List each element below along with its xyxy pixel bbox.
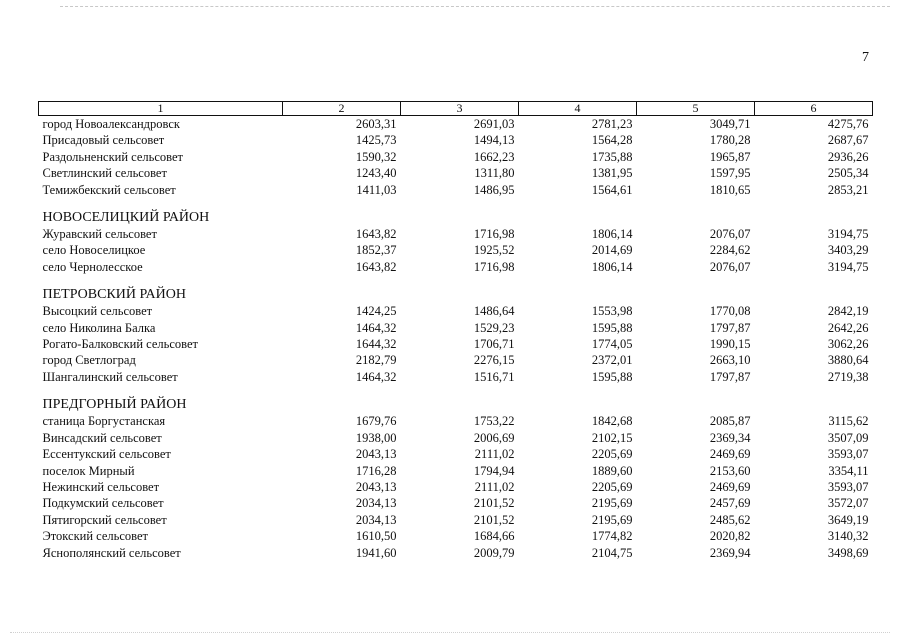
settlement-name-cell: Этокский сельсовет: [42, 529, 149, 544]
value-cell: 1941,60: [355, 545, 397, 560]
value-cell: 2076,07: [709, 227, 751, 242]
value-cell: 1684,66: [473, 529, 515, 544]
value-cell: 1716,98: [473, 227, 515, 242]
value-cell: 1516,71: [473, 369, 515, 384]
value-cell: 2101,52: [473, 496, 515, 511]
column-header: 6: [755, 102, 873, 116]
value-cell: 1381,95: [591, 166, 633, 181]
table-row: [39, 479, 873, 495]
settlement-name-cell: село Николина Балка: [42, 320, 156, 335]
value-cell: 2369,94: [709, 545, 751, 560]
settlement-name-cell: Журавский сельсовет: [42, 227, 157, 242]
value-cell: 2043,13: [355, 479, 397, 494]
value-cell: 2111,02: [474, 479, 515, 494]
value-cell: 1411,03: [356, 182, 397, 197]
value-cell: 1529,23: [473, 320, 515, 335]
value-cell: 3049,71: [709, 117, 751, 131]
column-header: 1: [39, 102, 283, 116]
value-cell: 2205,69: [591, 479, 633, 494]
value-cell: 2372,01: [591, 353, 633, 368]
column-header: 3: [401, 102, 519, 116]
value-cell: 1774,82: [591, 529, 633, 544]
table-row: [39, 242, 873, 258]
value-cell: 2043,13: [355, 447, 397, 462]
value-cell: 3115,62: [828, 414, 869, 429]
value-cell: 1706,71: [473, 337, 515, 352]
settlement-name-cell: Яснополянский сельсовет: [42, 545, 181, 560]
value-cell: 2034,13: [355, 496, 397, 511]
column-header: 5: [637, 102, 755, 116]
value-cell: 1595,88: [591, 320, 633, 335]
value-cell: 1311,80: [474, 166, 515, 181]
table-body: [39, 116, 873, 561]
settlement-name-cell: Раздольненский сельсовет: [42, 149, 183, 164]
settlement-name-cell: Высоцкий сельсовет: [42, 304, 153, 319]
value-cell: 2101,52: [473, 512, 515, 527]
table-row: [39, 303, 873, 319]
table-row: [39, 495, 873, 511]
value-cell: 1643,82: [355, 259, 397, 274]
value-cell: 1990,15: [709, 337, 751, 352]
value-cell: 2104,75: [591, 545, 633, 560]
value-cell: 1810,65: [709, 182, 751, 197]
value-cell: 1464,32: [355, 369, 397, 384]
value-cell: 3507,09: [827, 430, 869, 445]
value-cell: 1780,28: [709, 133, 751, 148]
settlement-name-cell: Нежинский сельсовет: [42, 479, 160, 494]
district-heading-row: [39, 275, 873, 303]
settlement-name-cell: Шангалинский сельсовет: [42, 369, 178, 384]
value-cell: 3593,07: [827, 479, 869, 494]
value-cell: 1425,73: [355, 133, 397, 148]
value-cell: 1806,14: [591, 259, 633, 274]
value-cell: 1925,52: [473, 243, 515, 258]
value-cell: 2853,21: [827, 182, 869, 197]
table-row: [39, 149, 873, 165]
settlement-name-cell: село Новоселицкое: [42, 243, 146, 258]
settlement-name-cell: Рогато-Балковский сельсовет: [42, 337, 198, 352]
district-heading: ПЕТРОВСКИЙ РАЙОН: [42, 287, 186, 303]
column-header: 4: [519, 102, 637, 116]
value-cell: 1494,13: [473, 133, 515, 148]
value-cell: 1852,37: [355, 243, 397, 258]
settlement-name-cell: станица Боргустанская: [42, 414, 166, 429]
value-cell: 1806,14: [591, 227, 633, 242]
value-cell: 1889,60: [591, 463, 633, 478]
value-cell: 1794,94: [473, 463, 515, 478]
value-cell: 1716,98: [473, 259, 515, 274]
district-heading-row: [39, 198, 873, 226]
value-cell: 2505,34: [827, 166, 869, 181]
value-cell: 1797,87: [709, 320, 751, 335]
settlement-name-cell: Винсадский сельсовет: [42, 430, 162, 445]
value-cell: 2182,79: [355, 353, 397, 368]
district-heading-row: [39, 385, 873, 413]
value-cell: 2469,69: [709, 447, 751, 462]
value-cell: 2369,34: [709, 430, 751, 445]
value-cell: 1770,08: [709, 304, 751, 319]
value-cell: 2485,62: [709, 512, 751, 527]
value-cell: 1595,88: [591, 369, 633, 384]
value-cell: 1486,64: [473, 304, 515, 319]
value-cell: 3403,29: [827, 243, 869, 258]
value-cell: 1597,95: [709, 166, 751, 181]
value-cell: 2603,31: [355, 117, 397, 131]
settlement-name-cell: Темижбекский сельсовет: [42, 182, 176, 197]
value-cell: 3498,69: [827, 545, 869, 560]
column-header: 2: [283, 102, 401, 116]
value-cell: 2936,26: [827, 149, 869, 164]
settlement-name-cell: Присадовый сельсовет: [42, 133, 165, 148]
value-cell: 2195,69: [591, 512, 633, 527]
value-cell: 2111,02: [474, 447, 515, 462]
table-header-row: [39, 102, 873, 116]
value-cell: 1564,28: [591, 133, 633, 148]
value-cell: 1679,76: [355, 414, 397, 429]
value-cell: 2034,13: [355, 512, 397, 527]
value-cell: 3880,64: [827, 353, 869, 368]
table-row: [39, 413, 873, 429]
value-cell: 2020,82: [709, 529, 751, 544]
value-cell: 1564,61: [591, 182, 633, 197]
value-cell: 2284,62: [709, 243, 751, 258]
value-cell: 1424,25: [355, 304, 397, 319]
settlement-name-cell: поселок Мирный: [42, 463, 135, 478]
table-row: [39, 352, 873, 368]
settlement-name-cell: Ессентукский сельсовет: [42, 447, 171, 462]
value-cell: 3572,07: [827, 496, 869, 511]
value-cell: 4275,76: [827, 117, 869, 131]
value-cell: 3194,75: [827, 227, 869, 242]
table-row: [39, 528, 873, 544]
value-cell: 3062,26: [827, 337, 869, 352]
value-cell: 1662,23: [473, 149, 515, 164]
settlement-name-cell: Подкумский сельсовет: [42, 496, 164, 511]
scan-artifact-top: [60, 6, 890, 9]
value-cell: 2719,38: [827, 369, 869, 384]
value-cell: 1716,28: [355, 463, 397, 478]
value-cell: 2842,19: [827, 304, 869, 319]
value-cell: 2153,60: [709, 463, 751, 478]
value-cell: 2085,87: [709, 414, 751, 429]
table-row: [39, 165, 873, 181]
value-cell: 1486,95: [473, 182, 515, 197]
value-cell: 1735,88: [591, 149, 633, 164]
table-row: [39, 369, 873, 385]
settlement-name-cell: Светлинский сельсовет: [42, 166, 167, 181]
table-row: [39, 226, 873, 242]
value-cell: 1938,00: [355, 430, 397, 445]
table-row: [39, 259, 873, 275]
value-cell: 2195,69: [591, 496, 633, 511]
value-cell: 3194,75: [827, 259, 869, 274]
value-cell: 1753,22: [473, 414, 515, 429]
value-cell: 2663,10: [709, 353, 751, 368]
value-cell: 1965,87: [709, 149, 751, 164]
district-heading: ПРЕДГОРНЫЙ РАЙОН: [42, 397, 187, 413]
value-cell: 1553,98: [591, 304, 633, 319]
scan-artifact-bottom: [10, 632, 890, 635]
value-cell: 1774,05: [591, 337, 633, 352]
value-cell: 1590,32: [355, 149, 397, 164]
value-cell: 2457,69: [709, 496, 751, 511]
table-row: [39, 320, 873, 336]
value-cell: 1842,68: [591, 414, 633, 429]
value-cell: 2691,03: [473, 117, 515, 131]
table-row: [39, 545, 873, 561]
settlement-name-cell: село Чернолесское: [42, 259, 143, 274]
table-row: [39, 512, 873, 528]
value-cell: 1243,40: [355, 166, 397, 181]
value-cell: 1644,32: [355, 337, 397, 352]
tariff-table: [38, 101, 873, 561]
value-cell: 2006,69: [473, 430, 515, 445]
settlement-name-cell: город Светлоград: [42, 353, 136, 368]
table-row: [39, 463, 873, 479]
table-row: [39, 132, 873, 148]
value-cell: 2102,15: [591, 430, 633, 445]
value-cell: 1643,82: [355, 227, 397, 242]
value-cell: 1610,50: [355, 529, 397, 544]
value-cell: 2469,69: [709, 479, 751, 494]
page-number: 7: [862, 50, 869, 65]
value-cell: 3593,07: [827, 447, 869, 462]
table-row: [39, 336, 873, 352]
table-row: [39, 446, 873, 462]
table-row: [39, 430, 873, 446]
value-cell: 3649,19: [827, 512, 869, 527]
value-cell: 2014,69: [591, 243, 633, 258]
value-cell: 3140,32: [827, 529, 869, 544]
value-cell: 3354,11: [828, 463, 869, 478]
value-cell: 2642,26: [827, 320, 869, 335]
settlement-name-cell: Пятигорский сельсовет: [42, 512, 167, 527]
value-cell: 2076,07: [709, 259, 751, 274]
value-cell: 2687,67: [827, 133, 869, 148]
value-cell: 2276,15: [473, 353, 515, 368]
value-cell: 2781,23: [591, 117, 633, 131]
value-cell: 2205,69: [591, 447, 633, 462]
value-cell: 1797,87: [709, 369, 751, 384]
value-cell: 1464,32: [355, 320, 397, 335]
settlement-name-cell: город Новоалександровск: [42, 117, 180, 131]
table-row: [39, 182, 873, 198]
district-heading: НОВОСЕЛИЦКИЙ РАЙОН: [42, 210, 210, 226]
table-row: [39, 116, 873, 133]
value-cell: 2009,79: [473, 545, 515, 560]
